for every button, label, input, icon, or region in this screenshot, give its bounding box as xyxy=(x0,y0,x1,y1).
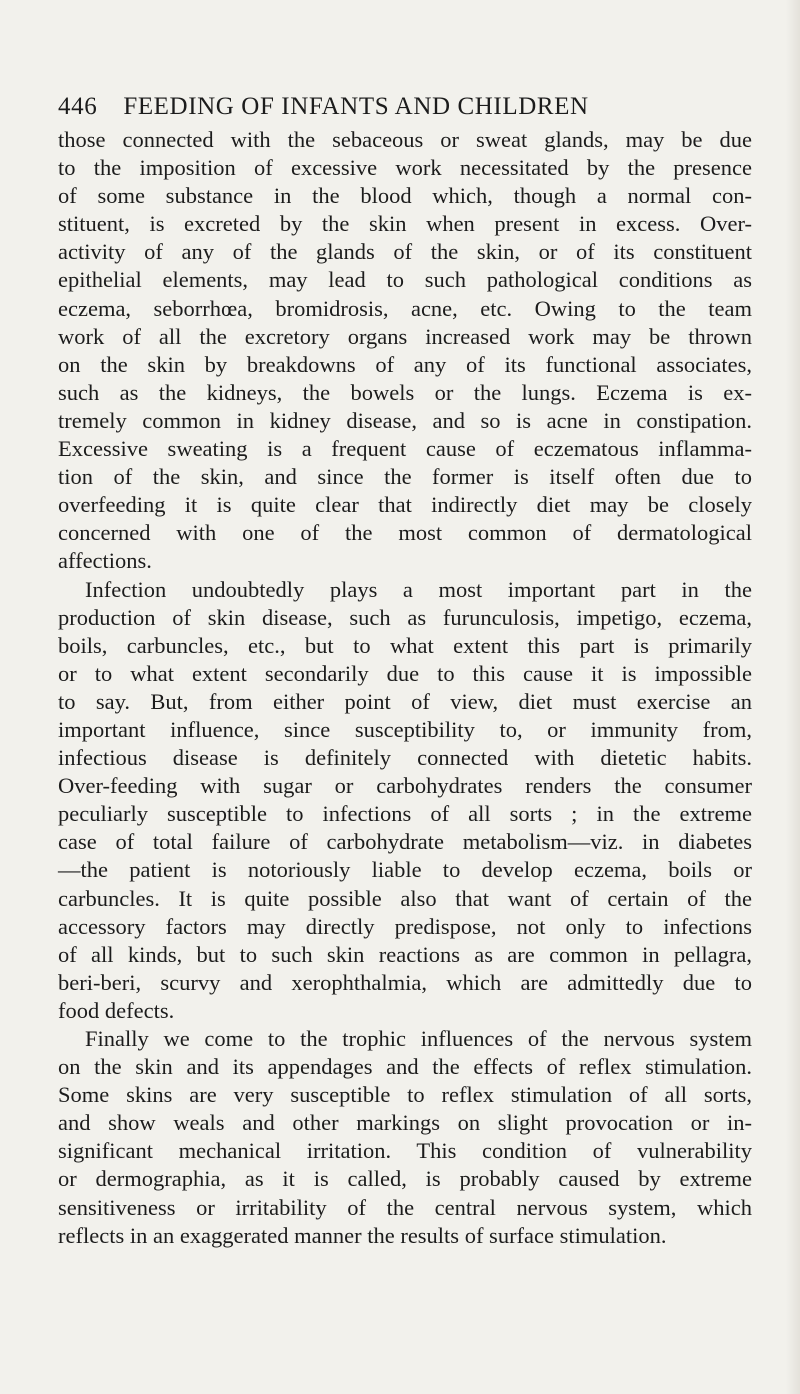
text-line: accessory factors may directly predispose, not only to infections xyxy=(58,913,752,939)
text-line: carbuncles. It is quite possible also that want of certain of the xyxy=(58,885,752,911)
text-line: to say. But, from either point of view, diet must exercise an xyxy=(58,688,752,714)
text-line: significant mechanical irritation. This condition of vulnerability xyxy=(58,1138,752,1164)
text-line: sensitiveness or irritability of the central nervous system, which xyxy=(58,1194,752,1220)
text-line: concerned with one of the most common of dermatological xyxy=(58,520,752,546)
page-number: 446 xyxy=(58,93,98,120)
text-line: epithelial elements, may lead to such pathological conditions as xyxy=(58,267,752,293)
text-line: reflects in an exaggerated manner the results of surface stimulation. xyxy=(58,1222,667,1248)
text-line: tremely common in kidney disease, and so is acne in constipation. xyxy=(58,407,752,433)
text-line: beri-beri, scurvy and xerophthalmia, which are admittedly due to xyxy=(58,969,752,995)
text-line: tion of the skin, and since the former is itself often due to xyxy=(58,464,752,490)
text-line: and show weals and other markings on slight provocation or in- xyxy=(58,1110,752,1136)
text-line: of all kinds, but to such skin reactions as are common in pellagra, xyxy=(58,941,752,967)
text-line: —the patient is notoriously liable to develop eczema, boils or xyxy=(58,857,752,883)
page-edge-shadow xyxy=(786,0,800,1394)
text-line: important influence, since susceptibility to, or immunity from, xyxy=(58,716,752,742)
paragraph xyxy=(58,576,752,1026)
text-line: work of all the excretory organs increased work may be thrown xyxy=(58,323,752,349)
text-line: Excessive sweating is a frequent cause of eczematous inflamma- xyxy=(58,436,752,462)
text-line: those connected with the sebaceous or sweat glands, may be due xyxy=(58,127,752,152)
paragraph xyxy=(58,1025,752,1250)
text-line: such as the kidneys, the bowels or the lungs. Eczema is ex- xyxy=(58,379,752,405)
text-line: affections. xyxy=(58,548,152,574)
text-line: or dermographia, as it is called, is probably caused by extreme xyxy=(58,1166,752,1192)
text-line: Some skins are very susceptible to reflex stimulation of all sorts, xyxy=(58,1082,752,1108)
text-line: Finally we come to the trophic influences of the nervous system xyxy=(85,1026,752,1051)
paragraph xyxy=(58,126,752,576)
text-line: eczema, seborrhœa, bromidrosis, acne, etc. Owing to the team xyxy=(58,295,752,321)
text-line: of some substance in the blood which, though a normal con- xyxy=(58,183,752,209)
text-line: or to what extent secondarily due to this cause it is impossible xyxy=(58,660,752,686)
text-line: to the imposition of excessive work necessitated by the presence xyxy=(58,155,752,181)
text-line: production of skin disease, such as furunculosis, impetigo, eczema, xyxy=(58,604,752,630)
text-line: peculiarly susceptible to infections of all sorts ; in the extreme xyxy=(58,801,752,827)
running-title: FEEDING OF INFANTS AND CHILDREN xyxy=(123,93,589,120)
text-line: Over-feeding with sugar or carbohydrates renders the consumer xyxy=(58,773,752,799)
body-text xyxy=(58,126,752,1250)
text-line: stituent, is excreted by the skin when present in excess. Over- xyxy=(58,211,752,237)
text-line: overfeeding it is quite clear that indirectly diet may be closely xyxy=(58,492,752,518)
text-line: case of total failure of carbohydrate metabolism—viz. in diabetes xyxy=(58,829,752,855)
text-line: boils, carbuncles, etc., but to what extent this part is primarily xyxy=(58,632,752,658)
text-line: Infection undoubtedly plays a most important part in the xyxy=(85,576,752,602)
text-line: on the skin and its appendages and the effects of reflex stimulation. xyxy=(58,1054,752,1080)
text-line: food defects. xyxy=(58,997,175,1023)
text-line: infectious disease is definitely connected with dietetic habits. xyxy=(58,745,752,771)
text-line: on the skin by breakdowns of any of its functional associates, xyxy=(58,351,752,377)
running-header xyxy=(58,92,748,122)
text-line: activity of any of the glands of the skin, or of its constituent xyxy=(58,239,752,265)
